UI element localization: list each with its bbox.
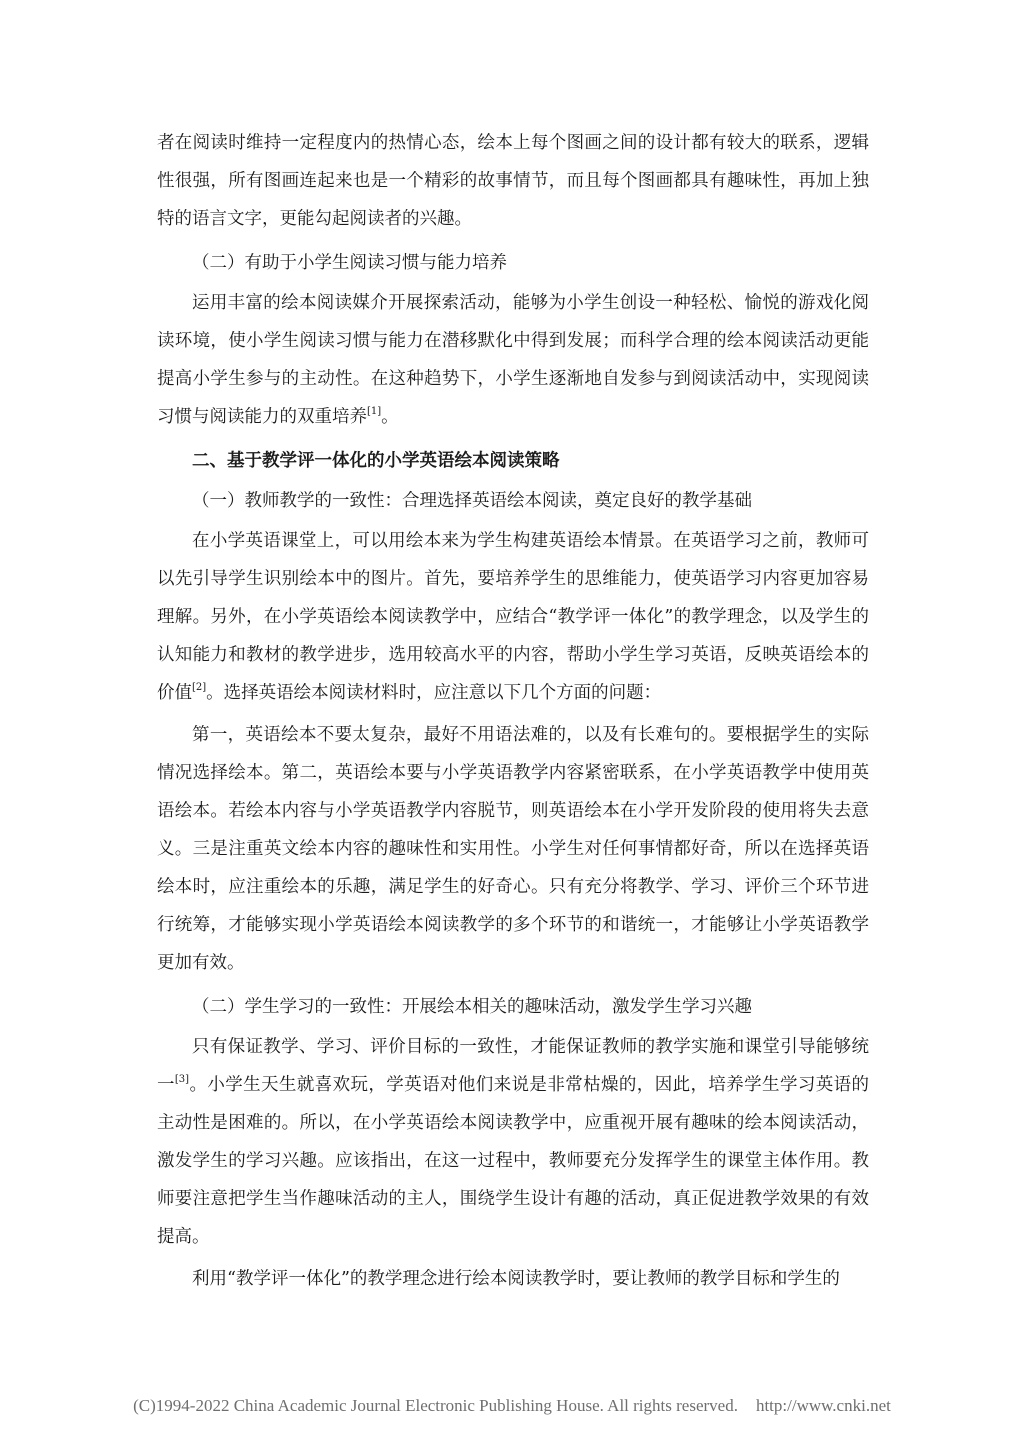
paragraph-1-text: 者在阅读时维持一定程度内的热情心态，绘本上每个图画之间的设计都有较大的联系，逻辑性很强，所有图画连起来也是一个精彩的故事情节，而且每个图画都具有趣味性，再加上独特的语言文字，更能勾起阅读者的兴趣。 <box>157 133 869 229</box>
copyright-notice: (C)1994-2022 China Academic Journal Electronic Publishing House. All rights reserved. <box>133 1396 738 1415</box>
paragraph-3 <box>157 522 869 712</box>
cnki-link[interactable]: http://www.cnki.net <box>755 1396 891 1415</box>
paragraph-5-tail: 。小学生天生就喜欢玩，学英语对他们来说是非常枯燥的，因此，培养学生学习英语的主动性是困难的。所以，在小学英语绘本阅读教学中，应重视开展有趣味的绘本阅读活动，激发学生的学习兴趣。应该指出，在这一过程中，教师要充分发挥学生的课堂主体作用。教师要注意把学生当作趣味活动的主人，围绕学生设计有趣的活动，真正促进教学效果的有效提高。 <box>157 1075 870 1247</box>
paragraph-2-tail: 。 <box>381 407 399 427</box>
paragraph-3-text: 在小学英语课堂上，可以用绘本来为学生构建英语绘本情景。在英语学习之前，教师可以先引导学生识别绘本中的图片。首先，要培养学生的思维能力，使英语学习内容更加容易理解。另外，在小学英语绘本阅读教学中，应结合“教学评一体化”的教学理念，以及学生的认知能力和教材的教学进步，选用较高水平的内容，帮助小学生学习英语，反映英语绘本的价值 <box>157 531 869 703</box>
subheading-2-2-text: （二）有助于小学生阅读习惯与能力培养 <box>192 253 507 273</box>
paragraph-2-text: 运用丰富的绘本阅读媒介开展探索活动，能够为小学生创设一种轻松、愉悦的游戏化阅读环境，使小学生阅读习惯与能力在潜移默化中得到发展；而科学合理的绘本阅读活动更能提高小学生参与的主动性。在这种趋势下，小学生逐渐地自发参与到阅读活动中，实现阅读习惯与阅读能力的双重培养 <box>157 293 869 427</box>
paragraph-5 <box>157 1028 869 1256</box>
citation-ref-2[interactable]: [2] <box>192 682 207 693</box>
section-heading-2 <box>157 442 869 480</box>
paragraph-2 <box>157 284 869 436</box>
paragraph-6 <box>157 1260 869 1298</box>
paragraph-5-text: 只有保证教学、学习、评价目标的一致性，才能保证教师的教学实施和课堂引导能够统一 <box>157 1037 869 1095</box>
citation-ref-1[interactable]: [1] <box>367 406 382 417</box>
subheading-3-1 <box>157 482 869 520</box>
page-footer <box>0 1396 1024 1416</box>
page-body <box>157 124 869 1298</box>
paragraph-1 <box>157 124 869 238</box>
subheading-2-2 <box>157 244 869 282</box>
paragraph-4-text: 第一，英语绘本不要太复杂，最好不用语法难的，以及有长难句的。要根据学生的实际情况选择绘本。第二，英语绘本要与小学英语教学内容紧密联系，在小学英语教学中使用英语绘本。若绘本内容与小学英语教学内容脱节，则英语绘本在小学开发阶段的使用将失去意义。三是注重英文绘本内容的趣味性和实用性。小学生对任何事情都好奇，所以在选择英语绘本时，应注重绘本的乐趣，满足学生的好奇心。只有充分将教学、学习、评价三个环节进行统筹，才能够实现小学英语绘本阅读教学的多个环节的和谐统一，才能够让小学英语教学更加有效。 <box>157 725 869 973</box>
paragraph-3-tail: 。选择英语绘本阅读材料时，应注意以下几个方面的问题： <box>206 683 662 703</box>
subheading-3-1-text: （一）教师教学的一致性：合理选择英语绘本阅读，奠定良好的教学基础 <box>192 491 752 511</box>
citation-ref-3[interactable]: [3] <box>174 1074 190 1085</box>
subheading-3-2-text: （二）学生学习的一致性：开展绘本相关的趣味活动，激发学生学习兴趣 <box>192 997 752 1017</box>
paragraph-4 <box>157 716 869 982</box>
subheading-3-2 <box>157 988 869 1026</box>
paragraph-6-text: 利用“教学评一体化”的教学理念进行绘本阅读教学时，要让教师的教学目标和学生的 <box>192 1269 840 1289</box>
section-heading-2-text: 二、基于教学评一体化的小学英语绘本阅读策略 <box>192 451 560 471</box>
